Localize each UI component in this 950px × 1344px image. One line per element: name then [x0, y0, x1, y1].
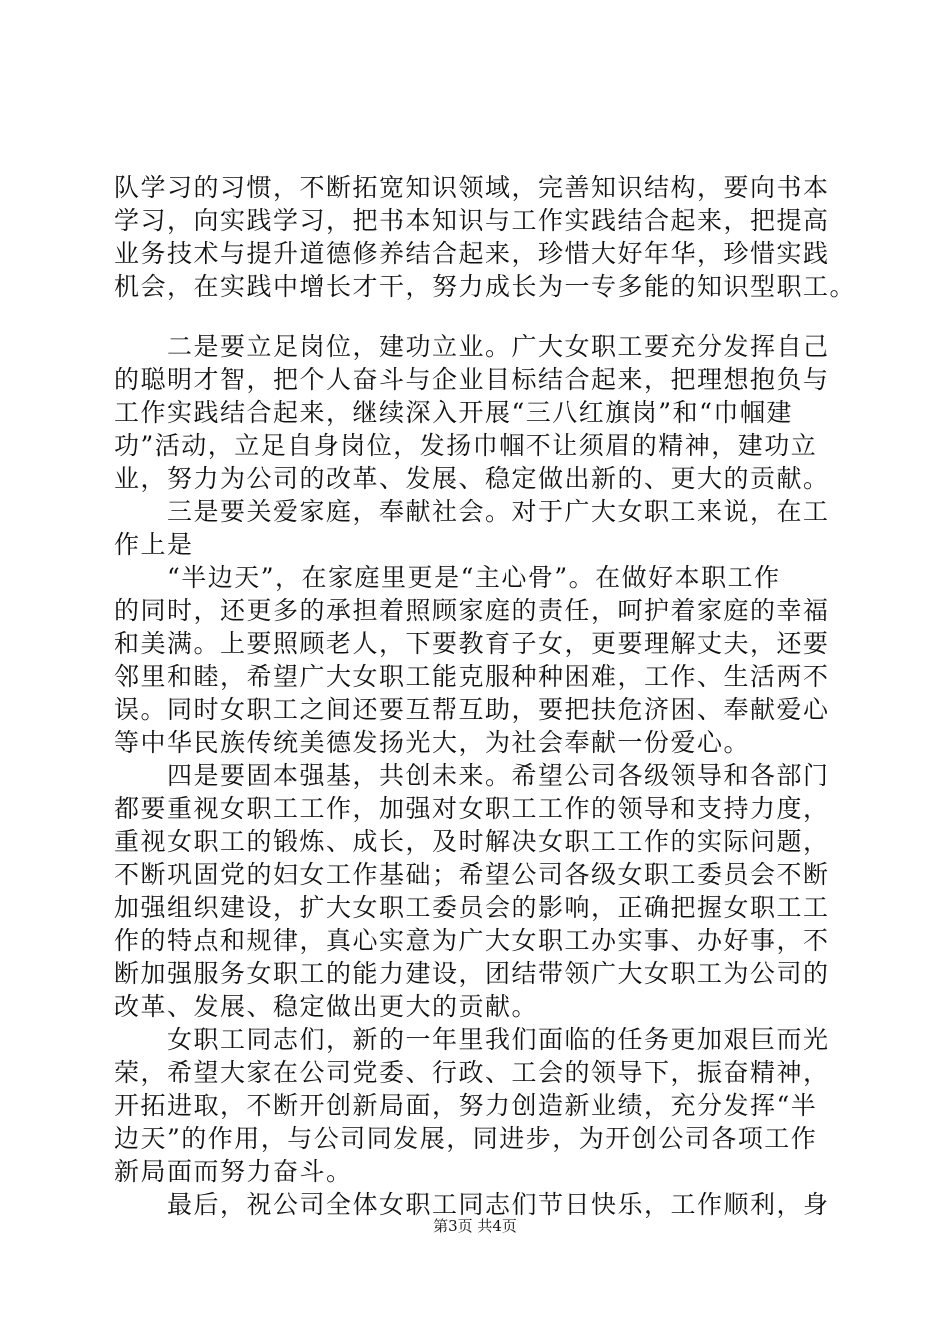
- text-line: 荣，希望大家在公司党委、行政、工会的领导下，振奋精神，: [114, 1058, 830, 1087]
- text-line: 邻里和睦，希望广大女职工能克服种种困难，工作、生活两不: [114, 662, 830, 691]
- text-line: 队学习的习惯，不断拓宽知识领域，完善知识结构，要向书本: [114, 173, 830, 202]
- text-line: 女职工同志们，新的一年里我们面临的任务更加艰巨而光: [114, 1025, 830, 1054]
- text-line: 四是要固本强基，共创未来。希望公司各级领导和各部门: [114, 761, 830, 790]
- text-line: 误。同时女职工之间还要互帮互助，要把扶危济困、奉献爱心: [114, 695, 830, 724]
- text-line: 业务技术与提升道德修养结合起来，珍惜大好年华，珍惜实践: [114, 239, 830, 268]
- text-line: 加强组织建设，扩大女职工委员会的影响，正确把握女职工工: [114, 893, 830, 922]
- text-line: 的聪明才智，把个人奋斗与企业目标结合起来，把理想抱负与: [114, 365, 830, 394]
- text-line: 重视女职工的锻炼、成长，及时解决女职工工作的实际问题，: [114, 827, 830, 856]
- text-line: “半边天”，在家庭里更是“主心骨”。在做好本职工作: [114, 563, 781, 592]
- text-line: 学习，向实践学习，把书本知识与工作实践结合起来，把提高: [114, 206, 830, 235]
- text-line: 工作实践结合起来，继续深入开展“三八红旗岗”和“巾帼建: [114, 398, 793, 427]
- text-line: 的同时，还更多的承担着照顾家庭的责任，呵护着家庭的幸福: [114, 596, 830, 625]
- text-line: 作的特点和规律，真心实意为广大女职工办实事、办好事，不: [114, 926, 830, 955]
- text-line: 三是要关爱家庭，奉献社会。对于广大女职工来说，在工: [114, 497, 830, 526]
- text-line: 开拓进取，不断开创新局面，努力创造新业绩，充分发挥“半: [114, 1091, 818, 1120]
- text-line: 最后，祝公司全体女职工同志们节日快乐，工作顺利，身: [114, 1190, 830, 1219]
- text-line: 断加强服务女职工的能力建设，团结带领广大女职工为公司的: [114, 959, 830, 988]
- text-line: 等中华民族传统美德发扬光大，为社会奉献一份爱心。: [114, 728, 751, 757]
- text-line: 不断巩固党的妇女工作基础；希望公司各级女职工委员会不断: [114, 860, 830, 889]
- text-line: 都要重视女职工工作，加强对女职工工作的领导和支持力度，: [114, 794, 830, 823]
- text-line: 二是要立足岗位，建功立业。广大女职工要充分发挥自己: [114, 332, 830, 361]
- text-line: 机会，在实践中增长才干，努力成长为一专多能的知识型职工。: [114, 272, 857, 301]
- text-line: 边天”的作用，与公司同发展，同进步，为开创公司各项工作: [114, 1124, 818, 1153]
- text-line: 功”活动，立足自身岗位，发扬巾帼不让须眉的精神，建功立: [114, 431, 818, 460]
- text-line: 和美满。上要照顾老人，下要教育子女，更要理解丈夫，还要: [114, 629, 830, 658]
- text-line: 改革、发展、稳定做出更大的贡献。: [114, 992, 539, 1021]
- page-footer: 第3页 共4页: [433, 1217, 517, 1235]
- text-line: 作上是: [114, 530, 194, 559]
- text-line: 新局面而努力奋斗。: [114, 1157, 353, 1186]
- text-line: 业，努力为公司的改革、发展、稳定做出新的、更大的贡献。: [114, 464, 830, 493]
